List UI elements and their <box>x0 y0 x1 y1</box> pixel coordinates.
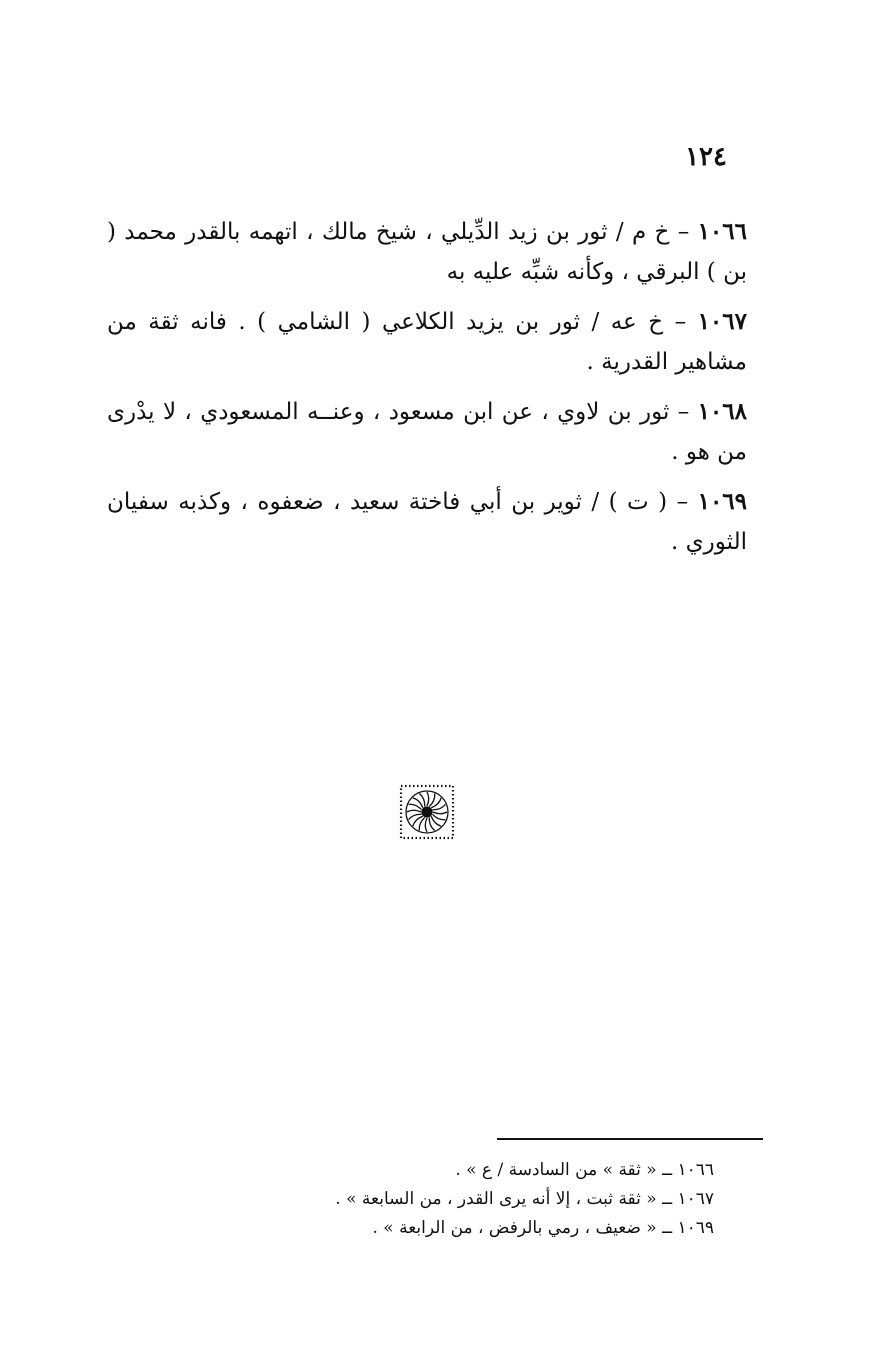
footnote-1067 <box>194 1185 714 1214</box>
entry-1069 <box>107 482 747 562</box>
page-number: ١٢٤ <box>685 142 727 172</box>
entry-text: – خ م / ثور بن زيد الدِّيلي ، شيخ مالك ، اتهمه بالقدر محمد ( بن ) البرقي ، وكأنه شبِّه عليه به <box>107 219 747 285</box>
rosette-petal <box>425 818 427 832</box>
footnote-number: ١٠٦٦ <box>677 1160 714 1180</box>
footnote-1066 <box>194 1156 714 1185</box>
entry-1068 <box>107 392 747 472</box>
entry-number: ١٠٦٨ <box>697 398 747 425</box>
entry-text: – ثور بن لاوي ، عن ابن مسعود ، وعنــه المسعودي ، لا يدْرى من هو . <box>107 399 747 465</box>
footnote-1069 <box>194 1214 714 1243</box>
entry-number: ١٠٦٩ <box>697 488 748 515</box>
rosette-petal <box>419 794 424 807</box>
entries-list <box>107 212 747 572</box>
rosette-petal <box>419 818 424 831</box>
rosette-petal <box>429 818 434 831</box>
entry-1066 <box>107 212 747 292</box>
rosette-petal <box>409 814 422 819</box>
rosette-petal <box>433 804 446 809</box>
rosette-petal <box>433 814 446 819</box>
rosette-petal <box>433 812 447 814</box>
footnote-number: ١٠٦٩ <box>677 1218 714 1238</box>
footnote-separator <box>497 1138 763 1140</box>
footnotes-list <box>194 1156 714 1243</box>
footnote-text: ــ « ثقة » من السادسة / ع » . <box>455 1160 673 1180</box>
rosette-petal <box>427 792 429 806</box>
rosette-petal <box>409 804 422 809</box>
entry-text: – خ عه / ثور بن يزيد الكلاعي ( الشامي ) . فانه ثقة من مشاهير القدرية . <box>107 309 747 375</box>
floral-rosette-icon <box>399 784 455 840</box>
entry-number: ١٠٦٦ <box>697 218 747 245</box>
rosette-petal <box>429 794 434 807</box>
entry-number: ١٠٦٧ <box>697 308 747 335</box>
entry-1067 <box>107 302 747 382</box>
rosette-petal <box>407 810 421 812</box>
footnote-text: ــ « ثقة ثبت ، إلا أنه يرى القدر ، من السابعة » . <box>335 1189 673 1209</box>
footnote-text: ــ « ضعيف ، رمي بالرفض ، من الرابعة » . <box>372 1218 673 1238</box>
footnote-number: ١٠٦٧ <box>677 1189 714 1209</box>
entry-text: – ( ت ) / ثوير بن أبي فاختة سعيد ، ضعفوه ، وكذبه سفيان الثوري . <box>107 489 747 555</box>
